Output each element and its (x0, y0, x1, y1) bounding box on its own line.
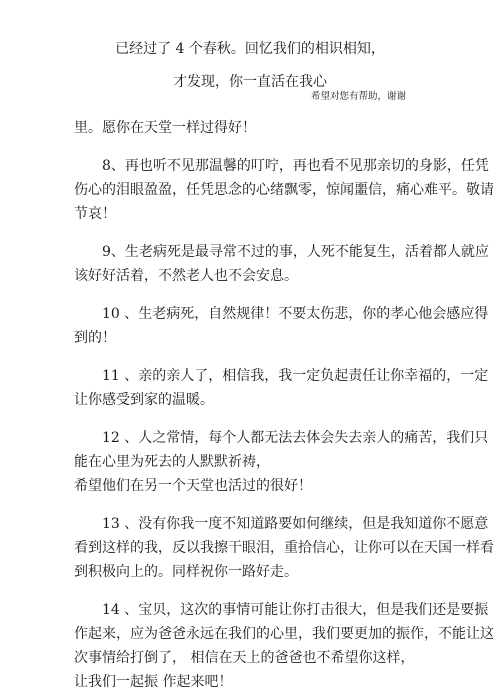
paragraph-line: 到的！ (74, 330, 116, 346)
paragraph-line: 8、再也听不见那温馨的叮咛，再也看不见那亲切的身影，任凭 (102, 158, 489, 174)
paragraph-12 (74, 426, 489, 498)
header-line-1: 已经过了 4 个春秋。回忆我们的相识相知， (115, 41, 385, 57)
header-line-2: 才发现，你一直活在我心 (173, 74, 327, 90)
paragraph-line: 9、生老病死是最寻常不过的事，人死不能复生，活着都人就应 (102, 244, 489, 260)
document-body (74, 116, 494, 694)
paragraph-8 (74, 154, 494, 226)
paragraph-14 (74, 598, 494, 694)
paragraph-13 (74, 512, 494, 584)
paragraph-line: 让我们一起振 作起来吧！ (74, 674, 233, 690)
paragraph-line: 希望他们在另一个天堂也活过的很好！ (74, 478, 312, 494)
paragraph-line: 14 、宝贝，这次的事情可能让你打击很大，但是我们还是要振 (102, 602, 489, 618)
intro-line: 里。愿你在天堂一样过得好！ (74, 120, 256, 136)
paragraph-line: 10 、生老病死，自然规律！不要太伤悲，你的孝心他会感应得 (102, 306, 489, 322)
paragraph-line: 作起来，应为爸爸永远在我们的心里，我们要更加的振作，不能让这 (74, 626, 494, 642)
help-note: 希望对您有帮助，谢谢 (310, 91, 406, 102)
paragraph-line: 12 、人之常情，每个人都无法去体会失去亲人的痛苦，我们只 (102, 430, 489, 446)
paragraph-line: 该好好活着，不然老人也不会安息。 (74, 268, 298, 284)
paragraph-line: 节哀！ (74, 206, 116, 222)
paragraph-10 (74, 302, 489, 350)
paragraph-line: 11 、亲的亲人了，相信我，我一定负起责任让你幸福的，一定 (102, 368, 489, 384)
paragraph-line: 伤心的泪眼盈盈，任凭思念的心绪飘零，惊闻噩信，痛心难平。敬请 (74, 182, 494, 198)
paragraph-line: 到积极向上的。同样祝你一路好走。 (74, 564, 298, 580)
paragraph-line: 看到这样的我，反以我擦干眼泪，重拾信心，让你可以在天国一样看 (74, 540, 494, 556)
paragraph-11 (74, 364, 489, 412)
paragraph-9 (74, 240, 489, 288)
paragraph-line: 能在心里为死去的人默默祈祷， (74, 454, 270, 470)
paragraph-line: 次事情给打倒了， 相信在天上的爸爸也不希望你这样， (74, 650, 415, 666)
paragraph-line: 让你感受到家的温暖。 (74, 392, 214, 408)
paragraph-line: 13 、没有你我一度不知道路要如何继续，但是我知道你不愿意 (102, 516, 489, 532)
